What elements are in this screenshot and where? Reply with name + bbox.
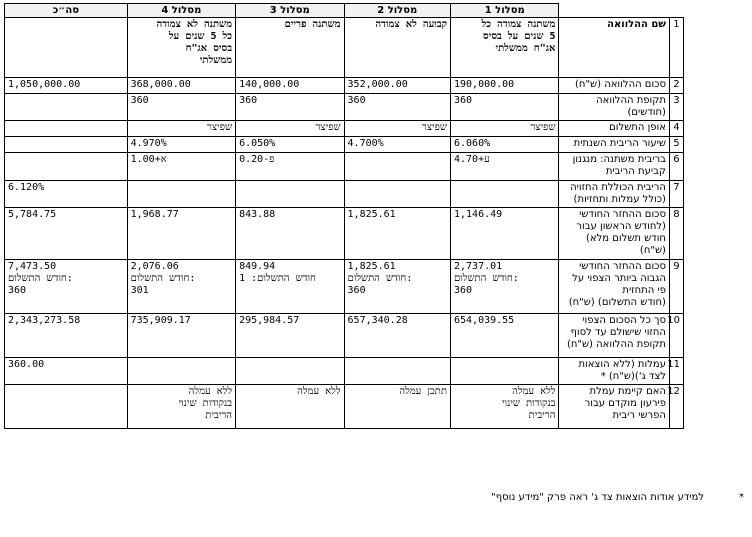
row-label: שם ההלוואה: [559, 18, 669, 78]
route-4-cell: משתנה לא צמודה כל 5 שנים על בסיס אג"ח ממשלתי: [127, 18, 235, 78]
footnote: [491, 492, 744, 503]
row-label: אופן התשלום: [559, 121, 669, 137]
route-1-cell: [451, 358, 559, 385]
route-1-cell: 360: [451, 94, 559, 121]
row-label: האם קיימת עמלת פירעון מוקדם עבור הפרשי ריבית: [559, 385, 669, 429]
route-4-cell: 1,968.77: [127, 208, 235, 260]
row-number: 5: [669, 137, 683, 153]
row-number: 9: [669, 260, 683, 314]
table-row: [5, 121, 684, 137]
row-number: 2: [669, 78, 683, 94]
route-2-cell: [344, 181, 450, 208]
header-route-1: מסלול 1: [451, 4, 559, 18]
route-4-cell: 4.970%: [127, 137, 235, 153]
total-cell: [5, 137, 128, 153]
route-3-cell: 849.94 חודש התשלום: 1: [236, 260, 344, 314]
row-number: 12: [669, 385, 683, 429]
row-number: 10: [669, 314, 683, 358]
route-1-cell: משתנה צמודה כל 5 שנים על בסיס אג"ח ממשלתי: [451, 18, 559, 78]
row-label: בריבית משתנה: מנגנון קביעת הריבית: [559, 153, 669, 181]
route-4-cell: [127, 358, 235, 385]
row-label: סך כל הסכום הצפוי החזוי שישולם עד לסוף תקופת ההלוואה (ש"ח): [559, 314, 669, 358]
route-2-cell: קבועה לא צמודה: [344, 18, 450, 78]
header-total: סה״כ: [5, 4, 128, 18]
route-2-cell: [344, 358, 450, 385]
route-3-cell: משתנה פריים: [236, 18, 344, 78]
header-route-2: מסלול 2: [344, 4, 450, 18]
total-cell: [5, 385, 128, 429]
row-number: 4: [669, 121, 683, 137]
total-cell: 6.120%: [5, 181, 128, 208]
row-number: 6: [669, 153, 683, 181]
total-cell: [5, 18, 128, 78]
table-row: [5, 137, 684, 153]
row-label: תקופת ההלוואה (חודשים): [559, 94, 669, 121]
table-row: [5, 314, 684, 358]
route-1-cell: 6.060%: [451, 137, 559, 153]
header-row: [5, 4, 684, 18]
table-row: [5, 181, 684, 208]
table-row: [5, 153, 684, 181]
total-cell: [5, 153, 128, 181]
row-number: 3: [669, 94, 683, 121]
route-1-cell: 190,000.00: [451, 78, 559, 94]
header-blank-label: [559, 4, 669, 18]
route-3-cell: 360: [236, 94, 344, 121]
row-number: 1: [669, 18, 683, 78]
route-3-cell: שפיצר: [236, 121, 344, 137]
route-3-cell: פ-0.20: [236, 153, 344, 181]
route-1-cell: 654,039.55: [451, 314, 559, 358]
total-cell: 2,343,273.58: [5, 314, 128, 358]
row-label: עמלות (ללא הוצאות לצד ג')(ש"ח) *: [559, 358, 669, 385]
route-2-cell: 4.700%: [344, 137, 450, 153]
route-2-cell: 657,340.28: [344, 314, 450, 358]
route-3-cell: 6.050%: [236, 137, 344, 153]
route-1-cell: 1,146.49: [451, 208, 559, 260]
route-4-cell: 735,909.17: [127, 314, 235, 358]
route-1-cell: ע+4.70: [451, 153, 559, 181]
route-1-cell: [451, 181, 559, 208]
row-label: סכום ההחזר החודשי (לחודש הראשון עבור חודש תשלום מלא) (ש"ח): [559, 208, 669, 260]
route-4-cell: 2,076.06 חודש התשלום: 301: [127, 260, 235, 314]
row-label: סכום ההלוואה (ש"ח): [559, 78, 669, 94]
table-row: [5, 18, 684, 78]
total-cell: 360.00: [5, 358, 128, 385]
route-3-cell: [236, 181, 344, 208]
route-4-cell: [127, 181, 235, 208]
route-2-cell: 1,825.61: [344, 208, 450, 260]
route-2-cell: 352,000.00: [344, 78, 450, 94]
route-3-cell: [236, 358, 344, 385]
route-4-cell: ללא עמלה בנקודות שינוי הריבית: [127, 385, 235, 429]
table-row: [5, 385, 684, 429]
row-label: סכום ההחזר החודשי הגבוה ביותר הצפוי על פי התחזית (חודש התשלום) (ש"ח): [559, 260, 669, 314]
footnote-text: למידע אודות הוצאות צד ג' ראה פרק "מידע נוסף": [491, 492, 704, 503]
loan-routes-table: [4, 3, 684, 429]
route-2-cell: [344, 153, 450, 181]
route-3-cell: ללא עמלה: [236, 385, 344, 429]
table-row: [5, 78, 684, 94]
total-cell: [5, 94, 128, 121]
route-3-cell: 295,984.57: [236, 314, 344, 358]
header-route-4: מסלול 4: [127, 4, 235, 18]
table-row: [5, 208, 684, 260]
route-2-cell: 1,825.61 חודש התשלום: 360: [344, 260, 450, 314]
total-cell: [5, 121, 128, 137]
route-2-cell: שפיצר: [344, 121, 450, 137]
route-4-cell: שפיצר: [127, 121, 235, 137]
row-label: הריבית הכוללת החזויה (כולל עמלות ותחזיות): [559, 181, 669, 208]
table-row: [5, 358, 684, 385]
header-blank-num: [669, 4, 683, 18]
row-label: שיעור הריבית השנתית: [559, 137, 669, 153]
total-cell: 7,473.50 חודש התשלום: 360: [5, 260, 128, 314]
route-4-cell: 360: [127, 94, 235, 121]
total-cell: 1,050,000.00: [5, 78, 128, 94]
row-number: 8: [669, 208, 683, 260]
route-1-cell: 2,737.01 חודש התשלום: 360: [451, 260, 559, 314]
footnote-star: *: [739, 492, 744, 503]
row-number: 7: [669, 181, 683, 208]
route-3-cell: 843.88: [236, 208, 344, 260]
route-2-cell: 360: [344, 94, 450, 121]
route-4-cell: א+1.00: [127, 153, 235, 181]
total-cell: 5,784.75: [5, 208, 128, 260]
header-route-3: מסלול 3: [236, 4, 344, 18]
row-number: 11: [669, 358, 683, 385]
route-1-cell: ללא עמלה בנקודות שינוי הריבית: [451, 385, 559, 429]
route-3-cell: 140,000.00: [236, 78, 344, 94]
route-2-cell: תתכן עמלה: [344, 385, 450, 429]
table-row: [5, 94, 684, 121]
table-row: [5, 260, 684, 314]
route-1-cell: שפיצר: [451, 121, 559, 137]
route-4-cell: 368,000.00: [127, 78, 235, 94]
